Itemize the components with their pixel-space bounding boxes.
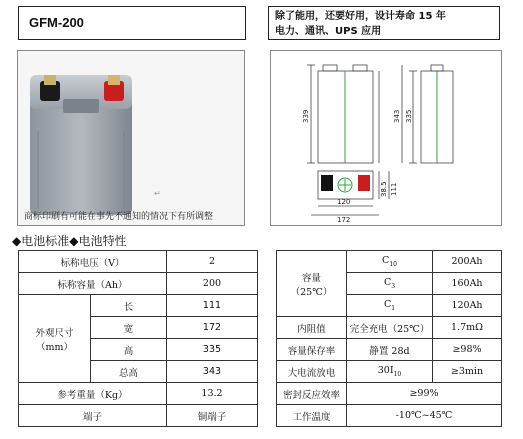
seal-efficiency-value: ≥99% (347, 383, 502, 405)
table-row (19, 273, 258, 295)
c10-value: 200Ah (433, 251, 502, 273)
seal-efficiency-label: 密封反应效率 (277, 383, 347, 405)
table-row (277, 405, 502, 427)
c10-sub: 10 (389, 260, 397, 268)
rated-voltage-label: 标称电压（V） (19, 251, 167, 273)
photo-caption: 商标印刷有可能在事先不通知的情况下有所调整 (24, 212, 214, 222)
discharge-value: ≥3min (433, 361, 502, 383)
rated-voltage-value: 2 (167, 251, 258, 273)
width-label: 宽 (91, 317, 167, 339)
table-row (277, 251, 502, 273)
c3-label (347, 273, 433, 295)
model-name: GFM-200 (29, 15, 84, 30)
resistance-condition: 完全充电（25℃） (347, 317, 433, 339)
width-value: 172 (167, 317, 258, 339)
terminal-label: 端子 (19, 405, 167, 427)
dim-335: 335 (405, 109, 413, 123)
c1-main: C (383, 299, 392, 311)
table-row (19, 405, 258, 427)
discharge-condition-main: 30I (377, 365, 394, 377)
discharge-label: 大电流放电 (277, 361, 347, 383)
table-row (277, 361, 502, 383)
c10-main: C (382, 255, 390, 267)
table-row (277, 383, 502, 405)
slogan-line-2: 电力、通讯、UPS 应用 (275, 26, 382, 37)
model-box (18, 6, 246, 40)
dim-38-5: 38.5 (380, 181, 388, 197)
c1-sub: 1 (391, 304, 396, 312)
capacity-label-line-1: 容量 (301, 272, 321, 284)
dim-343: 343 (393, 109, 401, 123)
c1-label (347, 295, 433, 317)
weight-value: 13.2 (167, 383, 258, 405)
operating-temp-label: 工作温度 (277, 405, 347, 427)
height-label: 高 (91, 339, 167, 361)
operating-temp-value: -10℃~45℃ (347, 405, 502, 427)
table-row (19, 295, 258, 317)
length-label: 长 (91, 295, 167, 317)
battery-standard-table (18, 250, 258, 427)
technical-drawing-frame (270, 50, 502, 226)
dim-172: 172 (337, 216, 351, 224)
weight-label: 参考重量（Kg） (19, 383, 167, 405)
slogan-line-1: 除了能用，还要好用，设计寿命 15 年 (275, 11, 446, 22)
retention-label: 容量保存率 (277, 339, 347, 361)
c1-value: 120Ah (433, 295, 502, 317)
table-row (277, 317, 502, 339)
discharge-condition (347, 361, 433, 383)
resistance-value: 1.7mΩ (433, 317, 502, 339)
dim-339: 339 (302, 109, 310, 123)
resistance-label: 内阻值 (277, 317, 347, 339)
battery-feature-table (276, 250, 502, 427)
dimension-drawing (271, 51, 501, 225)
discharge-condition-sub: 10 (393, 370, 402, 378)
rated-capacity-value: 200 (167, 273, 258, 295)
length-value: 111 (167, 295, 258, 317)
product-photo-frame (17, 50, 245, 226)
slogan-box (268, 6, 500, 40)
terminal-value: 铜端子 (167, 405, 258, 427)
dimension-label-line-2: （mm） (35, 341, 74, 353)
rated-capacity-label: 标称容量（Ah） (19, 273, 167, 295)
battery-photo (18, 51, 244, 225)
c3-value: 160Ah (433, 273, 502, 295)
dim-111: 111 (390, 182, 398, 196)
table-row (277, 339, 502, 361)
height-value: 335 (167, 339, 258, 361)
dimension-label-line-1: 外观尺寸 (35, 327, 74, 339)
paragraph-mark: ↵ (154, 189, 161, 198)
dim-120: 120 (337, 198, 351, 206)
total-height-value: 343 (167, 361, 258, 383)
dimension-label (19, 295, 91, 383)
section-title: ◆电池标准◆电池特性 (12, 234, 127, 248)
retention-value: ≥98% (433, 339, 502, 361)
total-height-label: 总高 (91, 361, 167, 383)
capacity-label-line-2: （25℃） (290, 286, 333, 298)
table-row (19, 383, 258, 405)
retention-condition: 静置 28d (347, 339, 433, 361)
capacity-label (277, 251, 347, 317)
c3-sub: 3 (391, 282, 396, 290)
c10-label (347, 251, 433, 273)
c3-main: C (383, 277, 392, 289)
table-row (19, 251, 258, 273)
